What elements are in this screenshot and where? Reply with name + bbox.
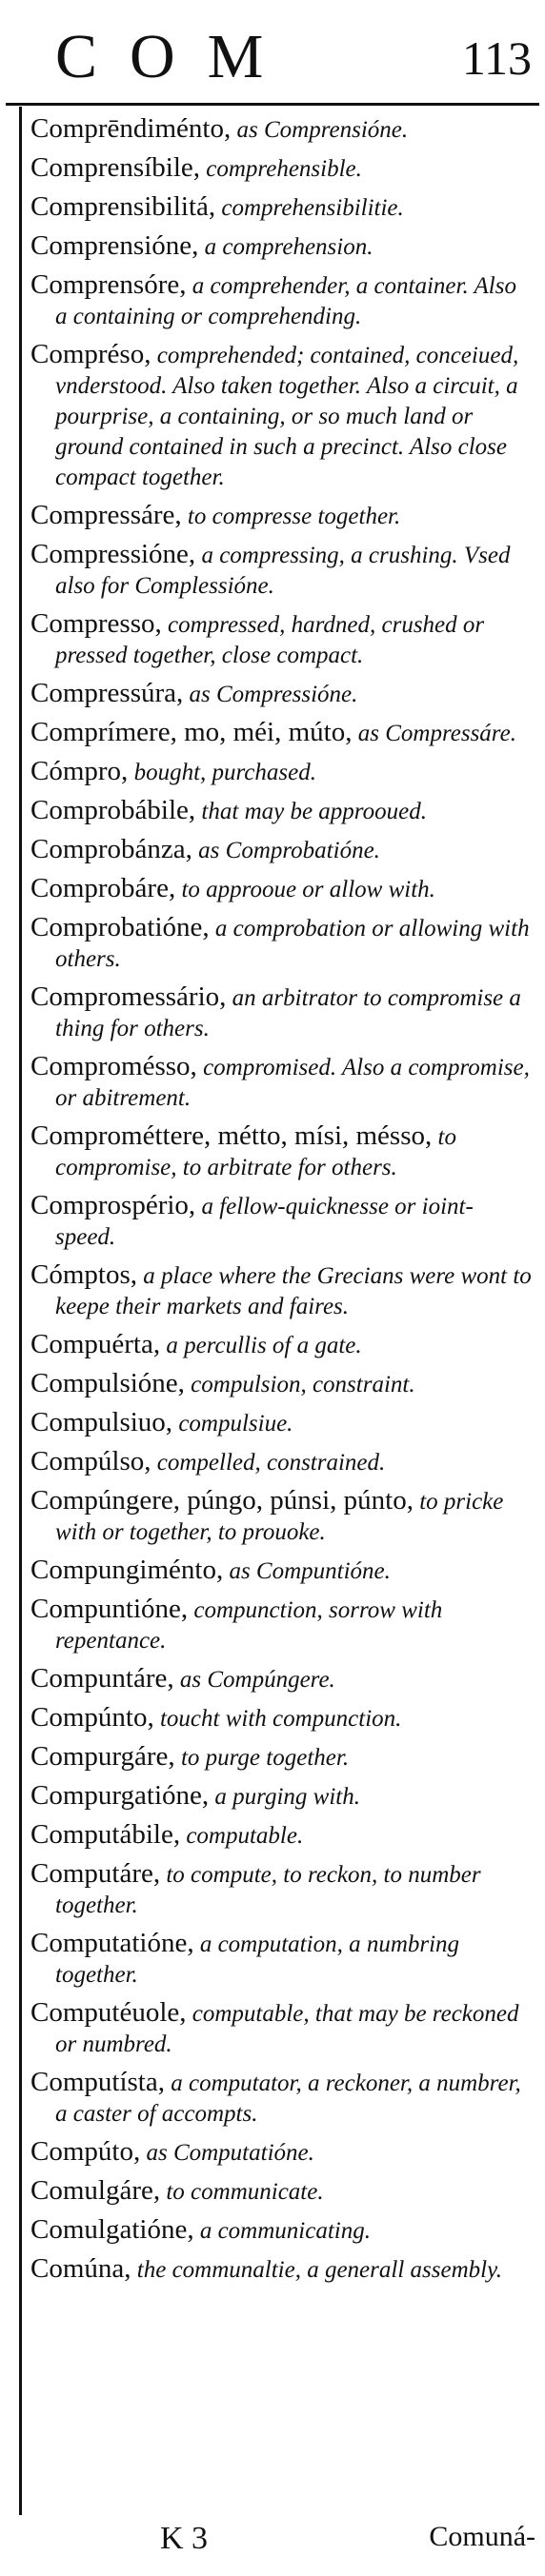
entry-headword: Comulgatióne,	[30, 2214, 194, 2245]
entry-definition: bought, purchased.	[128, 760, 316, 785]
entry-headword: Cómpro,	[30, 756, 129, 786]
dictionary-entry	[30, 718, 532, 748]
entry-headword: Cómptos,	[30, 1259, 137, 1290]
entry-definition: as Compressióne.	[183, 682, 358, 707]
entry-definition: a percullis of a gate.	[160, 1333, 362, 1358]
entry-definition: a computator, a reckoner, a numbrer, a caster of accompts.	[55, 2071, 521, 2127]
entry-definition: a compressing, a crushing. Vsed also for Complessióne.	[55, 543, 511, 599]
entry-headword: Comprensióne,	[30, 230, 199, 261]
entry-definition: compelled, constrained.	[151, 1450, 386, 1476]
entry-definition: that may be approoued.	[195, 799, 427, 824]
entry-definition: a computation, a numbring together.	[55, 1932, 460, 1988]
entry-headword: Computísta,	[30, 2067, 165, 2097]
dictionary-entry	[30, 1664, 532, 1694]
entry-headword: Comulgáre,	[30, 2175, 161, 2206]
dictionary-entry	[30, 609, 532, 670]
entry-definition: to purge together.	[174, 1745, 350, 1771]
entry-headword: Comprobábile,	[30, 795, 196, 825]
entry-headword: Compuntáre,	[30, 1663, 174, 1694]
running-header	[0, 0, 545, 91]
dictionary-entry	[30, 1703, 532, 1734]
dictionary-entry	[30, 1408, 532, 1438]
dictionary-entry	[30, 1929, 532, 1990]
entry-definition: as Comprobatióne.	[192, 838, 380, 863]
entry-definition: compressed, hardned, crushed or pressed together, close compact.	[55, 612, 485, 668]
entry-definition: compunction, sorrow with repentance.	[55, 1597, 443, 1654]
entry-definition: compromised. Also a compromise, or abitrement.	[55, 1055, 530, 1111]
entry-definition: comprehended; contained, conceiued, vnderstood. Also taken together. Also a circuit, a pourprise, a containing, or so much land or ground contained in such a precinct. Also close compact together.	[55, 343, 519, 490]
dictionary-entry	[30, 1121, 532, 1182]
entry-headword: Comprométtere, métto, mísi, mésso,	[30, 1120, 433, 1151]
entry-definition: as Computatióne.	[140, 2140, 314, 2166]
entry-headword: Compresso,	[30, 608, 162, 639]
entry-headword: Compressáre,	[30, 500, 182, 530]
signature-mark: K 3	[160, 2521, 209, 2556]
entry-definition: to compute, to reckon, to number together.	[55, 1862, 481, 1918]
entry-headword: Comprēndiménto,	[30, 113, 232, 144]
entry-headword: Compurgatióne,	[30, 1780, 210, 1811]
dictionary-entry	[30, 1595, 532, 1655]
entry-headword: Compurgáre,	[30, 1741, 175, 1772]
entry-definition: a purging with.	[209, 1784, 360, 1810]
entry-headword: Compréso,	[30, 339, 151, 369]
dictionary-entry	[30, 1998, 532, 2059]
entry-headword: Computatióne,	[30, 1928, 194, 1958]
dictionary-entry	[30, 982, 532, 1043]
entry-headword: Compulsióne,	[30, 1368, 185, 1398]
dictionary-entry	[30, 2137, 532, 2168]
entry-definition: a place where the Grecians were wont to keepe their markets and faires.	[55, 1263, 532, 1319]
dictionary-entry	[30, 501, 532, 531]
dictionary-entry	[30, 2215, 532, 2246]
entry-definition: a comprehender, a container. Also a containing or comprehending.	[55, 273, 516, 329]
entry-definition: as Compúngere.	[173, 1667, 335, 1693]
entry-headword: Computáre,	[30, 1858, 161, 1889]
entry-definition: computable.	[180, 1823, 304, 1849]
catchword: Comuná-	[429, 2521, 535, 2552]
entry-headword: Compúngere, púngo, púnsi, púnto,	[30, 1485, 414, 1516]
entry-definition: a fellow-quicknesse or ioint-speed.	[55, 1194, 474, 1250]
entry-headword: Computéuole,	[30, 1997, 187, 2028]
entry-definition: compulsiue.	[172, 1411, 293, 1437]
entry-headword: Comprímere, mo, méi, múto,	[30, 717, 353, 747]
dictionary-entry	[30, 1369, 532, 1399]
dictionary-entry	[30, 835, 532, 865]
column-rule	[19, 107, 22, 2515]
dictionary-entry	[30, 270, 532, 331]
entry-definition: compulsion, constraint.	[184, 1372, 415, 1397]
entry-definition: to compresse together.	[181, 504, 401, 529]
entry-definition: as Comprensióne.	[231, 117, 409, 143]
entry-headword: Comprobáre,	[30, 873, 176, 903]
entry-headword: Comprospério,	[30, 1190, 196, 1220]
entry-headword: Compromésso,	[30, 1051, 197, 1081]
entry-definition: comprehensible.	[200, 156, 362, 182]
entry-headword: Comprensóre,	[30, 269, 187, 300]
entry-definition: comprehensibilitie.	[215, 195, 404, 221]
entry-definition: toucht with compunction.	[153, 1706, 402, 1732]
dictionary-entry	[30, 153, 532, 184]
entry-definition: an arbitrator to compromise a thing for others.	[55, 985, 521, 1041]
entry-headword: Comprensibilitá,	[30, 191, 216, 222]
entry-headword: Compressióne,	[30, 539, 196, 569]
entry-definition: a communicating.	[193, 2218, 371, 2244]
entry-definition: as Compressáre.	[352, 721, 516, 746]
entry-headword: Compúto,	[30, 2136, 141, 2167]
entry-headword: Compulsiuo,	[30, 1407, 173, 1437]
entry-definition: a comprehension.	[198, 234, 373, 260]
entry-list	[30, 114, 532, 2293]
dictionary-entry	[30, 192, 532, 223]
dictionary-entry	[30, 874, 532, 904]
entry-headword: Comprobatióne,	[30, 912, 210, 942]
dictionary-entry	[30, 679, 532, 709]
entry-definition: the communaltie, a generall assembly.	[131, 2257, 503, 2283]
dictionary-entry	[30, 1820, 532, 1851]
dictionary-entry	[30, 114, 532, 145]
dictionary-entry	[30, 1859, 532, 1920]
dictionary-entry	[30, 1260, 532, 1321]
entry-headword: Compungiménto,	[30, 1555, 224, 1585]
entry-headword: Comprensíbile,	[30, 152, 201, 183]
entry-definition: to approoue or allow with.	[175, 877, 435, 902]
dictionary-entry	[30, 1191, 532, 1252]
dictionary-entry	[30, 1742, 532, 1773]
dictionary-entry	[30, 913, 532, 974]
entry-definition: computable, that may be reckoned or numbred.	[55, 2001, 519, 2057]
entry-headword: Compuntióne,	[30, 1594, 189, 1624]
entry-definition: as Compuntióne.	[223, 1558, 391, 1584]
entry-definition: to pricke with or together, to prouoke.	[55, 1489, 504, 1545]
entry-headword: Computábile,	[30, 1819, 181, 1850]
dictionary-entry	[30, 231, 532, 262]
entry-headword: Compressúra,	[30, 678, 184, 708]
dictionary-entry	[30, 1781, 532, 1812]
dictionary-entry	[30, 1052, 532, 1113]
dictionary-entry	[30, 757, 532, 787]
dictionary-entry	[30, 2068, 532, 2129]
dictionary-entry	[30, 540, 532, 601]
page-footer	[0, 2513, 545, 2570]
dictionary-entry	[30, 340, 532, 492]
page-number: 113	[461, 31, 532, 85]
entry-headword: Compúlso,	[30, 1446, 151, 1476]
header-rule	[6, 103, 539, 106]
dictionary-entry	[30, 2254, 532, 2285]
entry-definition: a comprobation or allowing with others.	[55, 916, 530, 972]
entry-headword: Compúnto,	[30, 1702, 154, 1733]
entry-headword: Comúna,	[30, 2253, 131, 2284]
entry-headword: Compromessário,	[30, 981, 227, 1012]
dictionary-entry	[30, 1447, 532, 1477]
dictionary-entry	[30, 796, 532, 826]
entry-definition: to compromise, to arbitrate for others.	[55, 1124, 456, 1180]
dictionary-entry	[30, 1486, 532, 1547]
entry-headword: Comprobánza,	[30, 834, 192, 864]
dictionary-entry	[30, 1556, 532, 1586]
dictionary-entry	[30, 1330, 532, 1360]
entry-headword: Compuérta,	[30, 1329, 161, 1359]
dictionary-entry	[30, 2176, 532, 2207]
entry-definition: to communicate.	[160, 2179, 324, 2205]
header-title: COM	[55, 22, 296, 91]
